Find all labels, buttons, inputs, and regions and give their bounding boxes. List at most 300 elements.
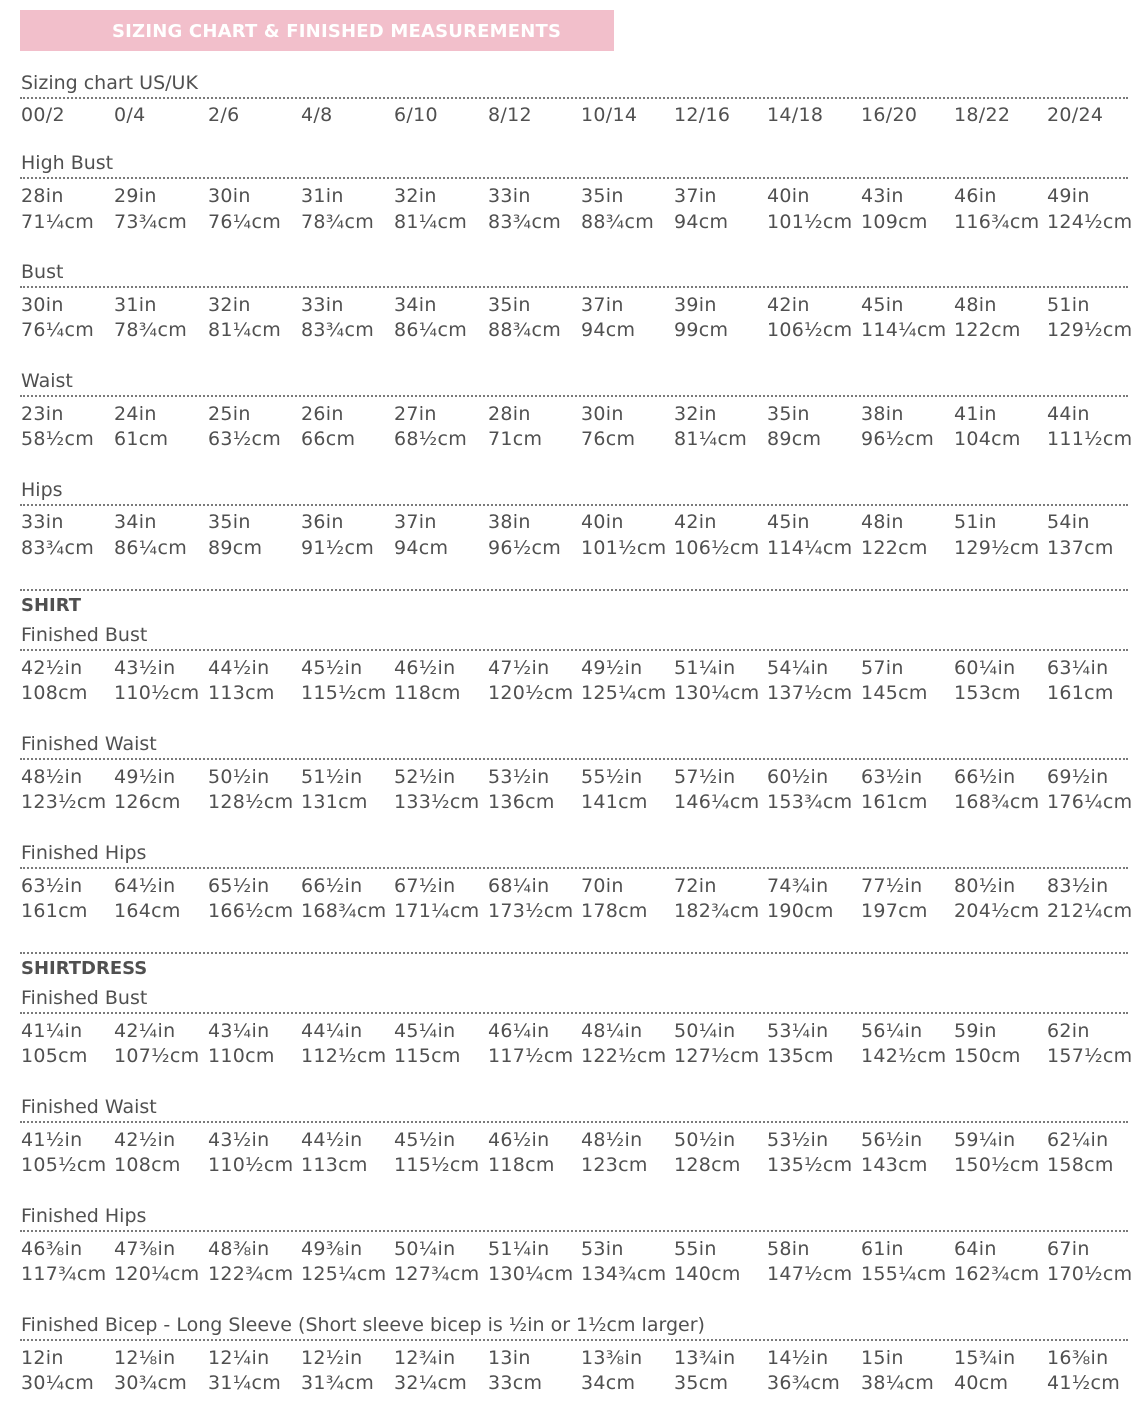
inch-value: 45in — [861, 294, 904, 316]
chart-title-banner: SIZING CHART & FINISHED MEASUREMENTS — [20, 10, 614, 51]
cm-value: 153cm — [954, 682, 1021, 704]
cm-value: 107½cm — [114, 1045, 200, 1067]
cm-value: 204½cm — [954, 900, 1040, 922]
inch-value: 39in — [674, 294, 717, 316]
inch-value: 49in — [1047, 185, 1090, 207]
dotted-divider — [20, 649, 1128, 651]
size-cell: 18/22 — [954, 104, 1011, 126]
cm-value: 171¼cm — [394, 900, 480, 922]
cm-value: 35cm — [674, 1372, 729, 1394]
inch-value: 59in — [954, 1020, 997, 1042]
cm-value: 135cm — [767, 1045, 834, 1067]
inch-value: 26in — [301, 403, 344, 425]
inch-value: 33in — [488, 185, 531, 207]
cm-value: 78¾cm — [114, 319, 188, 341]
cm-value: 86¼cm — [394, 319, 468, 341]
cm-value: 108cm — [21, 682, 88, 704]
inch-value: 53¼in — [767, 1020, 829, 1042]
cm-value: 125¼cm — [581, 682, 667, 704]
inch-value: 64½in — [114, 875, 176, 897]
inch-value: 54¼in — [767, 657, 829, 679]
inch-value: 83½in — [1047, 875, 1109, 897]
cm-value: 190cm — [767, 900, 834, 922]
inch-value: 14½in — [767, 1347, 829, 1369]
inch-value: 48½in — [581, 1129, 643, 1151]
cm-value: 150cm — [954, 1045, 1021, 1067]
dotted-divider — [20, 758, 1128, 760]
inch-value: 27in — [394, 403, 437, 425]
inch-value: 13in — [488, 1347, 531, 1369]
inch-value: 72in — [674, 875, 717, 897]
inch-value: 49½in — [114, 766, 176, 788]
inch-value: 62in — [1047, 1020, 1090, 1042]
size-cell: 10/14 — [581, 104, 638, 126]
cm-value: 116¾cm — [954, 211, 1040, 233]
inch-value: 43½in — [114, 657, 176, 679]
inch-value: 66½in — [954, 766, 1016, 788]
inch-value: 53in — [581, 1238, 624, 1260]
inch-value: 51½in — [301, 766, 363, 788]
inch-value: 32in — [394, 185, 437, 207]
size-cell: 14/18 — [767, 104, 824, 126]
dotted-divider — [20, 589, 1128, 591]
cm-value: 81¼cm — [208, 319, 282, 341]
inch-value: 67½in — [394, 875, 456, 897]
cm-value: 89cm — [208, 537, 263, 559]
cm-value: 115½cm — [301, 682, 387, 704]
inch-value: 44¼in — [301, 1020, 363, 1042]
cm-value: 109cm — [861, 211, 928, 233]
cm-value: 136cm — [488, 791, 555, 813]
inch-value: 38in — [488, 511, 531, 533]
cm-value: 161cm — [1047, 682, 1114, 704]
inch-value: 43¼in — [208, 1020, 270, 1042]
cm-value: 71¼cm — [21, 211, 95, 233]
inch-value: 63½in — [21, 875, 83, 897]
cm-value: 124½cm — [1047, 211, 1133, 233]
cm-value: 91½cm — [301, 537, 375, 559]
section-title-shirtdress: SHIRTDRESS — [21, 958, 148, 979]
cm-value: 68½cm — [394, 428, 468, 450]
cm-value: 141cm — [581, 791, 648, 813]
cm-value: 83¾cm — [488, 211, 562, 233]
cm-value: 96½cm — [488, 537, 562, 559]
dotted-divider — [20, 1012, 1128, 1014]
inch-value: 28in — [488, 403, 531, 425]
cm-value: 94cm — [394, 537, 449, 559]
cm-value: 96½cm — [861, 428, 935, 450]
inch-value: 57½in — [674, 766, 736, 788]
measurement-label: Finished Bicep - Long Sleeve (Short sleeve bicep is ½in or 1½cm larger) — [21, 1314, 705, 1336]
size-cell: 4/8 — [301, 104, 333, 126]
inch-value: 50¼in — [674, 1020, 736, 1042]
cm-value: 31¼cm — [208, 1372, 282, 1394]
inch-value: 12in — [21, 1347, 64, 1369]
inch-value: 70in — [581, 875, 624, 897]
inch-value: 68¼in — [488, 875, 550, 897]
cm-value: 89cm — [767, 428, 822, 450]
cm-value: 134¾cm — [581, 1263, 667, 1285]
cm-value: 158cm — [1047, 1154, 1114, 1176]
cm-value: 161cm — [861, 791, 928, 813]
inch-value: 41in — [954, 403, 997, 425]
cm-value: 101½cm — [767, 211, 853, 233]
inch-value: 49½in — [581, 657, 643, 679]
cm-value: 137½cm — [767, 682, 853, 704]
cm-value: 101½cm — [581, 537, 667, 559]
cm-value: 58½cm — [21, 428, 95, 450]
inch-value: 67in — [1047, 1238, 1090, 1260]
cm-value: 140cm — [674, 1263, 741, 1285]
cm-value: 30¼cm — [21, 1372, 95, 1394]
inch-value: 16⅜in — [1047, 1347, 1109, 1369]
cm-value: 118cm — [488, 1154, 555, 1176]
sizes-label: Sizing chart US/UK — [21, 72, 198, 94]
inch-value: 37in — [394, 511, 437, 533]
inch-value: 53½in — [767, 1129, 829, 1151]
cm-value: 197cm — [861, 900, 928, 922]
inch-value: 80½in — [954, 875, 1016, 897]
cm-value: 73¾cm — [114, 211, 188, 233]
inch-value: 48in — [954, 294, 997, 316]
inch-value: 38in — [861, 403, 904, 425]
measurement-label: Finished Hips — [21, 1205, 147, 1227]
inch-value: 49⅜in — [301, 1238, 363, 1260]
inch-value: 69½in — [1047, 766, 1109, 788]
inch-value: 47⅜in — [114, 1238, 176, 1260]
inch-value: 62¼in — [1047, 1129, 1109, 1151]
inch-value: 13¾in — [674, 1347, 736, 1369]
cm-value: 36¾cm — [767, 1372, 841, 1394]
cm-value: 161cm — [21, 900, 88, 922]
cm-value: 32¼cm — [394, 1372, 468, 1394]
cm-value: 168¾cm — [301, 900, 387, 922]
inch-value: 63½in — [861, 766, 923, 788]
cm-value: 114¼cm — [861, 319, 947, 341]
size-cell: 6/10 — [394, 104, 438, 126]
measurement-label: Waist — [21, 370, 73, 392]
cm-value: 86¼cm — [114, 537, 188, 559]
inch-value: 44½in — [208, 657, 270, 679]
cm-value: 127¾cm — [394, 1263, 480, 1285]
inch-value: 41¼in — [21, 1020, 83, 1042]
cm-value: 137cm — [1047, 537, 1114, 559]
dotted-divider — [20, 286, 1128, 288]
cm-value: 117½cm — [488, 1045, 574, 1067]
inch-value: 51in — [954, 511, 997, 533]
inch-value: 47½in — [488, 657, 550, 679]
inch-value: 37in — [674, 185, 717, 207]
cm-value: 128cm — [674, 1154, 741, 1176]
cm-value: 128½cm — [208, 791, 294, 813]
cm-value: 115cm — [394, 1045, 461, 1067]
cm-value: 145cm — [861, 682, 928, 704]
inch-value: 43½in — [208, 1129, 270, 1151]
inch-value: 12¾in — [394, 1347, 456, 1369]
inch-value: 34in — [394, 294, 437, 316]
size-cell: 20/24 — [1047, 104, 1104, 126]
cm-value: 76¼cm — [208, 211, 282, 233]
cm-value: 133½cm — [394, 791, 480, 813]
inch-value: 31in — [301, 185, 344, 207]
cm-value: 150½cm — [954, 1154, 1040, 1176]
cm-value: 76¼cm — [21, 319, 95, 341]
cm-value: 114¼cm — [767, 537, 853, 559]
inch-value: 51in — [1047, 294, 1090, 316]
inch-value: 15¾in — [954, 1347, 1016, 1369]
cm-value: 131cm — [301, 791, 368, 813]
inch-value: 32in — [208, 294, 251, 316]
inch-value: 65½in — [208, 875, 270, 897]
inch-value: 48¼in — [581, 1020, 643, 1042]
inch-value: 44in — [1047, 403, 1090, 425]
inch-value: 57in — [861, 657, 904, 679]
dotted-divider — [20, 1121, 1128, 1123]
inch-value: 46in — [954, 185, 997, 207]
size-cell: 16/20 — [861, 104, 918, 126]
cm-value: 76cm — [581, 428, 636, 450]
inch-value: 42½in — [114, 1129, 176, 1151]
inch-value: 51¼in — [488, 1238, 550, 1260]
dotted-divider — [20, 97, 1128, 99]
cm-value: 33cm — [488, 1372, 543, 1394]
cm-value: 94cm — [674, 211, 729, 233]
inch-value: 12½in — [301, 1347, 363, 1369]
inch-value: 28in — [21, 185, 64, 207]
inch-value: 42½in — [21, 657, 83, 679]
cm-value: 117¾cm — [21, 1263, 107, 1285]
cm-value: 122¾cm — [208, 1263, 294, 1285]
cm-value: 81¼cm — [674, 428, 748, 450]
cm-value: 122cm — [861, 537, 928, 559]
measurement-label: Hips — [21, 479, 63, 501]
cm-value: 166½cm — [208, 900, 294, 922]
inch-value: 40in — [767, 185, 810, 207]
inch-value: 35in — [581, 185, 624, 207]
inch-value: 24in — [114, 403, 157, 425]
inch-value: 55in — [674, 1238, 717, 1260]
cm-value: 94cm — [581, 319, 636, 341]
cm-value: 88¾cm — [581, 211, 655, 233]
cm-value: 130¼cm — [674, 682, 760, 704]
inch-value: 33in — [21, 511, 64, 533]
inch-value: 15in — [861, 1347, 904, 1369]
inch-value: 25in — [208, 403, 251, 425]
cm-value: 110½cm — [114, 682, 200, 704]
inch-value: 46⅜in — [21, 1238, 83, 1260]
dotted-divider — [20, 1230, 1128, 1232]
dotted-divider — [20, 1339, 1128, 1341]
cm-value: 130¼cm — [488, 1263, 574, 1285]
measurement-label: Finished Waist — [21, 1096, 157, 1118]
inch-value: 46½in — [394, 657, 456, 679]
dotted-divider — [20, 395, 1128, 397]
inch-value: 45½in — [394, 1129, 456, 1151]
cm-value: 40cm — [954, 1372, 1009, 1394]
dotted-divider — [20, 867, 1128, 869]
cm-value: 105½cm — [21, 1154, 107, 1176]
cm-value: 123½cm — [21, 791, 107, 813]
inch-value: 48½in — [21, 766, 83, 788]
size-cell: 0/4 — [114, 104, 146, 126]
cm-value: 105cm — [21, 1045, 88, 1067]
inch-value: 48in — [861, 511, 904, 533]
cm-value: 61cm — [114, 428, 169, 450]
cm-value: 106½cm — [674, 537, 760, 559]
cm-value: 81¼cm — [394, 211, 468, 233]
inch-value: 30in — [208, 185, 251, 207]
cm-value: 212¼cm — [1047, 900, 1133, 922]
inch-value: 60½in — [767, 766, 829, 788]
cm-value: 110½cm — [208, 1154, 294, 1176]
cm-value: 83¾cm — [301, 319, 375, 341]
inch-value: 59¼in — [954, 1129, 1016, 1151]
cm-value: 106½cm — [767, 319, 853, 341]
cm-value: 176¼cm — [1047, 791, 1133, 813]
inch-value: 35in — [208, 511, 251, 533]
cm-value: 71cm — [488, 428, 543, 450]
inch-value: 34in — [114, 511, 157, 533]
cm-value: 63½cm — [208, 428, 282, 450]
inch-value: 42in — [767, 294, 810, 316]
cm-value: 153¾cm — [767, 791, 853, 813]
inch-value: 37in — [581, 294, 624, 316]
cm-value: 178cm — [581, 900, 648, 922]
cm-value: 113cm — [208, 682, 275, 704]
cm-value: 127½cm — [674, 1045, 760, 1067]
inch-value: 61in — [861, 1238, 904, 1260]
cm-value: 170½cm — [1047, 1263, 1133, 1285]
cm-value: 104cm — [954, 428, 1021, 450]
cm-value: 155¼cm — [861, 1263, 947, 1285]
inch-value: 45in — [767, 511, 810, 533]
cm-value: 142½cm — [861, 1045, 947, 1067]
size-cell: 2/6 — [208, 104, 240, 126]
inch-value: 36in — [301, 511, 344, 533]
inch-value: 58in — [767, 1238, 810, 1260]
inch-value: 50½in — [208, 766, 270, 788]
inch-value: 56½in — [861, 1129, 923, 1151]
cm-value: 83¾cm — [21, 537, 95, 559]
cm-value: 99cm — [674, 319, 729, 341]
cm-value: 125¼cm — [301, 1263, 387, 1285]
cm-value: 112½cm — [301, 1045, 387, 1067]
inch-value: 31in — [114, 294, 157, 316]
size-cell: 12/16 — [674, 104, 731, 126]
cm-value: 115½cm — [394, 1154, 480, 1176]
inch-value: 52½in — [394, 766, 456, 788]
inch-value: 30in — [581, 403, 624, 425]
inch-value: 77½in — [861, 875, 923, 897]
measurement-label: Finished Bust — [21, 624, 148, 646]
cm-value: 147½cm — [767, 1263, 853, 1285]
inch-value: 43in — [861, 185, 904, 207]
inch-value: 54in — [1047, 511, 1090, 533]
inch-value: 35in — [767, 403, 810, 425]
cm-value: 30¾cm — [114, 1372, 188, 1394]
cm-value: 118cm — [394, 682, 461, 704]
section-title-shirt: SHIRT — [21, 595, 82, 616]
cm-value: 135½cm — [767, 1154, 853, 1176]
cm-value: 66cm — [301, 428, 356, 450]
inch-value: 33in — [301, 294, 344, 316]
inch-value: 35in — [488, 294, 531, 316]
inch-value: 42in — [674, 511, 717, 533]
dotted-divider — [20, 177, 1128, 179]
inch-value: 42¼in — [114, 1020, 176, 1042]
cm-value: 41½cm — [1047, 1372, 1121, 1394]
cm-value: 120½cm — [488, 682, 574, 704]
inch-value: 44½in — [301, 1129, 363, 1151]
inch-value: 55½in — [581, 766, 643, 788]
inch-value: 56¼in — [861, 1020, 923, 1042]
inch-value: 13⅜in — [581, 1347, 643, 1369]
inch-value: 63¼in — [1047, 657, 1109, 679]
cm-value: 110cm — [208, 1045, 275, 1067]
cm-value: 122½cm — [581, 1045, 667, 1067]
inch-value: 41½in — [21, 1129, 83, 1151]
measurement-label: High Bust — [21, 152, 114, 174]
cm-value: 38¼cm — [861, 1372, 935, 1394]
dotted-divider — [20, 952, 1128, 954]
inch-value: 74¾in — [767, 875, 829, 897]
inch-value: 12⅛in — [114, 1347, 176, 1369]
measurement-label: Finished Waist — [21, 733, 157, 755]
cm-value: 108cm — [114, 1154, 181, 1176]
inch-value: 23in — [21, 403, 64, 425]
inch-value: 60¼in — [954, 657, 1016, 679]
inch-value: 29in — [114, 185, 157, 207]
inch-value: 46½in — [488, 1129, 550, 1151]
cm-value: 182¾cm — [674, 900, 760, 922]
inch-value: 45¼in — [394, 1020, 456, 1042]
cm-value: 123cm — [581, 1154, 648, 1176]
cm-value: 120¼cm — [114, 1263, 200, 1285]
cm-value: 34cm — [581, 1372, 636, 1394]
measurement-label: Finished Hips — [21, 842, 147, 864]
cm-value: 146¼cm — [674, 791, 760, 813]
cm-value: 129½cm — [1047, 319, 1133, 341]
cm-value: 143cm — [861, 1154, 928, 1176]
cm-value: 122cm — [954, 319, 1021, 341]
inch-value: 32in — [674, 403, 717, 425]
measurement-label: Finished Bust — [21, 987, 148, 1009]
cm-value: 88¾cm — [488, 319, 562, 341]
cm-value: 162¾cm — [954, 1263, 1040, 1285]
inch-value: 51¼in — [674, 657, 736, 679]
inch-value: 40in — [581, 511, 624, 533]
dotted-divider — [20, 504, 1128, 506]
cm-value: 173½cm — [488, 900, 574, 922]
cm-value: 168¾cm — [954, 791, 1040, 813]
inch-value: 30in — [21, 294, 64, 316]
inch-value: 12¼in — [208, 1347, 270, 1369]
inch-value: 45½in — [301, 657, 363, 679]
cm-value: 157½cm — [1047, 1045, 1133, 1067]
inch-value: 50½in — [674, 1129, 736, 1151]
measurement-label: Bust — [21, 261, 64, 283]
cm-value: 164cm — [114, 900, 181, 922]
cm-value: 78¾cm — [301, 211, 375, 233]
inch-value: 50¼in — [394, 1238, 456, 1260]
size-cell: 8/12 — [488, 104, 532, 126]
inch-value: 66½in — [301, 875, 363, 897]
size-cell: 00/2 — [21, 104, 65, 126]
cm-value: 111½cm — [1047, 428, 1133, 450]
cm-value: 113cm — [301, 1154, 368, 1176]
cm-value: 129½cm — [954, 537, 1040, 559]
inch-value: 64in — [954, 1238, 997, 1260]
